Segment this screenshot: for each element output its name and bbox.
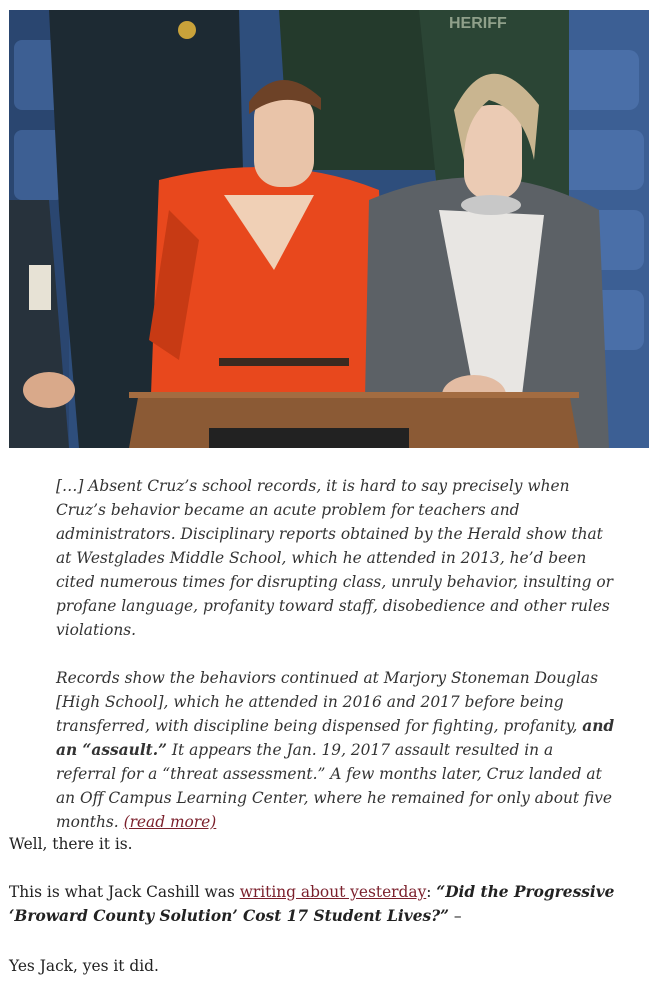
body-p2-colon: : [426,883,437,901]
quote-p2-rest: It appears the Jan. 19, 2017 assault resulted in a referral for a “threat assessment.” A few months later, Cruz landed at an Off Campus Learning Center, where he remained for only about five months. [56,741,613,831]
courtroom-photo [9,10,649,448]
article-title: “Did the Progressive ‘Broward County Solution’ Cost 17 Student Lives?” [9,883,615,925]
quote-paragraph-2 [56,666,616,834]
sheriff-text: HERIFF [449,15,507,32]
read-more-link[interactable]: (read more) [123,813,217,831]
body-p2-text: This is what Jack Cashill was [9,883,240,901]
body-paragraph-3: Yes Jack, yes it did. [9,957,159,975]
quote-p2-text: Records show the behaviors continued at Marjory Stoneman Douglas [High School], which he attended in 2016 and 2017 before being transferred, with discipline being dispensed for fighting, profanity, [56,669,598,735]
body-p2-dash: – [449,907,462,925]
body-paragraph-2 [9,880,654,928]
body-paragraph-1: Well, there it is. [9,835,133,853]
badge-icon [178,21,196,39]
quote-paragraph-1: […] Absent Cruz’s school records, it is hard to say precisely when Cruz’s behavior became an acute problem for teachers and administrators. Disciplinary reports obtained by the Herald show that at Westglades Middle School, which he attended in 2013, he’d been cited numerous times for disrupting class, unruly behavior, insulting or profane language, profanity toward staff, disobedience and other rules violations. [56,477,614,639]
quote-p2-bold: and an “assault.” [56,717,615,759]
writing-about-yesterday-link[interactable]: writing about yesterday [239,883,427,901]
courtroom-photo-illustration [9,10,649,448]
blockquote [56,474,616,858]
